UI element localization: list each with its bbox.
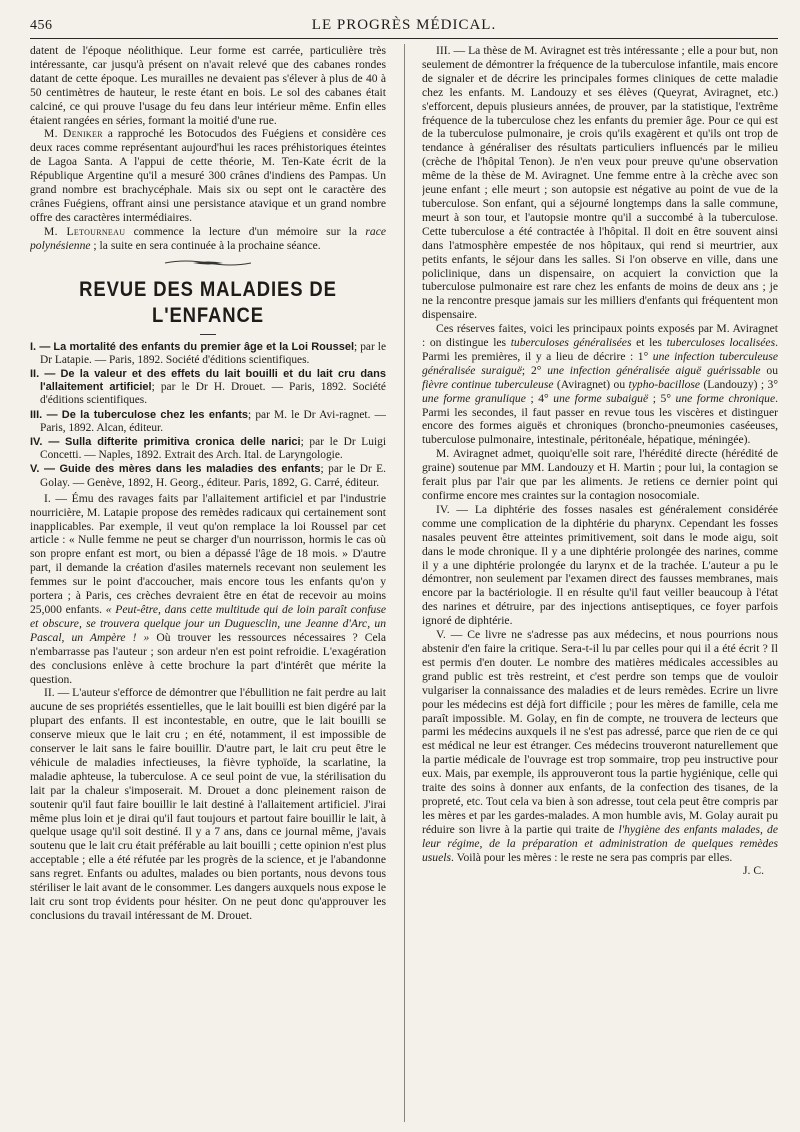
italic-text: fièvre continue tuberculeuse xyxy=(422,377,554,391)
reference-title: De la valeur et des effets du lait bouilli et du lait cru dans l'allaitement artificiel xyxy=(40,367,386,394)
page-number: 456 xyxy=(30,18,53,33)
short-rule xyxy=(200,334,216,335)
reference-title: Guide des mères dans les maladies des enfants xyxy=(59,463,321,476)
section-title: REVUE DES MALADIES DE L'ENFANCE xyxy=(79,277,337,327)
column-divider xyxy=(404,44,405,1122)
paragraph-prehistoric-huts: datent de l'époque néolithique. Leur forme est carrée, particulière très intéressante, car jusqu'à présent on n'avait relevé que des cabanes rondes datant de cette époque. Les murailles ne devaient pas s'élever à plus de 40 à 50 centimètres de hauteur, le reste étant en bois. Le sol des cabanes était calciné, ce qui prouve l'usage du feu dans leur intérieur même. Enfin elles étaient rangées en séries, formant la moitié d'une rue. xyxy=(30,44,386,127)
ornament-divider xyxy=(30,257,386,271)
reference-number: V. — xyxy=(30,463,56,476)
reference-list xyxy=(30,341,386,490)
italic-text: race polynésienne xyxy=(30,224,386,252)
reference-number: III. — xyxy=(30,408,58,421)
paragraph-text: . Parmi les secondes, il faut passer en revue tous les viscères et distinguer encore des formes aiguës et chroniques (broncho-pneumonies caséeuses, tuberculose pulmonaire, intestinale, péritonéale, hépatique, méningée). xyxy=(422,391,778,447)
paragraph-text: et les xyxy=(631,336,667,350)
italic-text: une forme granulique xyxy=(422,391,526,405)
running-header xyxy=(30,14,778,39)
author-name: M. Letourneau xyxy=(44,224,126,238)
right-column xyxy=(422,44,778,1122)
reference-details: ; par le Dr E. Golay. — Genève, 1892, H. Georg., éditeur. Paris, 1892, G. Carré, éditeur. xyxy=(40,463,386,489)
paragraph-text: Ces réserves faites, voici les principaux points exposés par M. Aviragnet : on distingue les xyxy=(422,322,778,350)
paragraph-review-v xyxy=(422,628,778,864)
italic-text: typho-bacillose xyxy=(628,377,701,391)
reference-title: De la tuberculose chez les enfants xyxy=(61,408,249,421)
paragraph-letourneau xyxy=(30,225,386,253)
paragraph-review-ii: II. — L'auteur s'efforce de démontrer que l'ébullition ne fait perdre au lait aucune de ses propriétés essentielles, que le lait bouilli est bien digéré par la plupart des enfants. Il est incontestable, en outre, que le lait bouilli se conserve mieux que le lait cru ; en été, notamment, il est impossible de conserver le lait sans le faire bouillir. D'autre part, le lait cru peut être le véhicule de maladies infectieuses, la fièvre typhoïde, la scarlatine, la maladie aphteuse, la tuberculose. A ce seul point de vue, la stérilisation du lait par la chaleur s'imposerait. M. Drouet a donc pleinement raison de soutenir qu'il faut faire bouillir le lait destiné à l'allaitement artificiel. J'irai même plus loin et je dirai qu'il faut toujours et partout faire bouillir le lait, à quelque usage qu'il soit destiné. Il y a 7 ans, dans ce journal même, j'avais soutenu que le lait cru était préférable au lait bouilli ; cette opinion n'est plus acceptable ; elle a été réfutée par les progrès de la science, et je l'abandonne sans regret. Enfants ou adultes, malades ou bien portants, nous devons tous stériliser le lait avant de le consommer. Les dangers auxquels nous expose le lait cru sont trop évidents pour hésiter. On ne peut donc qu'approuver les conclusions du travail intéressant de M. Drouet. xyxy=(30,686,386,922)
reference-details: ; par le Dr Luigi Concetti. — Naples, 1892. Extrait des Arch. Ital. de Laryngologie. xyxy=(40,435,386,462)
reference-item xyxy=(30,368,386,408)
italic-text: tuberculoses généralisées xyxy=(510,336,632,350)
reference-item xyxy=(30,463,386,489)
reference-details: ; par le Dr H. Drouet. — Paris, 1892. Société d'éditions scientifiques. xyxy=(40,381,386,407)
paragraph-text: (Aviragnet) ou xyxy=(553,377,629,391)
paragraph-text: Où trouver les ressources nécessaires ? Cela n'embarrasse pas l'auteur ; son ardeur n'en est point refroidie. L'exagération des conclusions enlève à cette brochure la part d'intérêt que mérite la question. xyxy=(30,630,386,686)
reference-number: I. — xyxy=(30,340,51,353)
paragraph-text: . Voilà pour les mères : le reste ne sera pas compris par elles. xyxy=(450,850,733,864)
paragraph-heredity: M. Aviragnet admet, quoiqu'elle soit rare, l'hérédité directe (hérédité de graine) soutenue par MM. Landouzy et H. Martin ; pour lui, la contagion se ferait plus par l'air que par les aliments. Je retiens ce dernier point qui confirme encore mes craintes sur la contagion nosocomiale. xyxy=(422,447,778,502)
page xyxy=(30,14,778,1122)
paragraph-review-iii: III. — La thèse de M. Avіragnet est très intéressante ; elle a pour but, non seulement de démontrer la fréquence de la tuberculose infantile, mais encore de signaler et de décrire les principales formes cliniques de cette maladie chez les enfants. M. Landouzy et ses élèves (Queyrat, Aviragnet, etc.) s'efforcent, depuis plusieurs années, de prouver, par la statistique, l'extrême fréquence de la tuberculose chez les enfants du premier âge. Pour ce qui est de la tuberculose pulmonaire, je crois qu'ils exagèrent et qu'ils ont trop de tendance à généraliser des résultats particuliers influencés par le milieu (crèche de l'hôpital Tenon). Je n'en veux pour preuve qu'une observation même de la thèse de M. Aviragnet. Une femme entre à la crèche avec son jeune enfant ; elle meurt ; son autopsie est négative au point de vue de la tuberculose. Son enfant, qui a séjourné longtemps dans la salle commune, meurt à son tour, et l'autopsie montre qu'il a succombé à la tuberculose. Cette tuberculose a été contractée à l'hôpital. Il doit en être souvent ainsi dans l'atmosphère empestée de nos hôpitaux, qui rend si meurtrier, aux petits enfants, le séjour dans les salles. Si l'on observe en ville, dans une policlinique, dans un dispensaire, on acquiert la conviction que la tuberculose pulmonaire est rare chez les enfants de moins de deux ans ; je ne la rencontre presque jamais sur les milliers d'enfants qui fréquentent mon dispensaire. xyxy=(422,44,778,322)
italic-text: tuberculoses localisées xyxy=(666,336,776,350)
italic-text: une forme subaiguë xyxy=(553,391,649,405)
reference-item xyxy=(30,436,386,462)
paragraph-text: . Parmi les premières, il y a lieu de décrire : 1° xyxy=(422,336,778,363)
paragraph-text: ; 5° xyxy=(648,391,676,405)
paragraph-text: (Landouzy) ; 3° xyxy=(700,377,778,391)
paragraph-deniker xyxy=(30,127,386,224)
reference-title: La mortalité des enfants du premier âge et la Loi Roussel xyxy=(53,340,355,353)
paragraph-text: I. — Ému des ravages faits par l'allaitement artificiel et par l'industrie nourricière, M. Latapie propose des remèdes radicaux qui certainement sont inapplicables. Par exemple, il veut qu'on remplace la loi Roussel par cet article : « Nulle femme ne peut se charger d'un nourrisson, hormis le cas où son propre enfant est mort, ou bien a dépassé l'âge de 18 mois. » D'autre part, il demande la création d'asiles maternels recevant non seulement les femmes sur le point d'accoucher, mais encore tous les enfants qu'on y portera ; à Paris, ces crèches devraient être en état de recevoir au moins 25,000 enfants. xyxy=(30,491,386,616)
reference-details: ; par M. le Dr Avi-ragnet. — Paris, 1892. Alcan, éditeur. xyxy=(40,408,386,434)
italic-text: une infection tuberculeuse généralisée suraiguë xyxy=(422,349,778,377)
author-name: M. Deniker xyxy=(44,127,103,141)
italic-text: une forme chronique xyxy=(675,391,776,405)
paragraph-review-iv: IV. — La diphtérie des fosses nasales est généralement considérée comme une complication de la diphtérie du pharynx. Cependant les fosses nasales peuvent être atteintes primitivement, soit dans le mode aigu, soit dans le mode chronique. Il y a une diphtérie prolongée des narines, comme il y a une diphtérie prolongée du larynx et de la trachée. L'auteur a pu le démontrer, non seulement par l'examen direct des fausses membranes, mais encore par la bactériologie. Il en résulte qu'il faut veiller beaucoup à l'état des narines et détruire, par des injections antiseptiques, ce foyer parfois ignoré de diphtérie. xyxy=(422,502,778,628)
journal-title: LE PROGRÈS MÉDICAL. xyxy=(311,17,497,33)
left-column xyxy=(30,44,386,1122)
paragraph-text: ; 2° xyxy=(521,363,548,377)
flourish-icon xyxy=(163,259,253,267)
text-columns xyxy=(30,44,778,1122)
reference-details: ; par le Dr Latapie. — Paris, 1892. Société d'éditions scientifiques. xyxy=(40,340,386,366)
paragraph-text: commence la lecture d'un mémoire sur la xyxy=(125,224,366,238)
paragraph-text: ; la suite en sera continuée à la prochaine séance. xyxy=(90,238,321,252)
reference-item xyxy=(30,341,386,367)
italic-text: l'hygiène des enfants malades, de leur régime, de la préparation et administration de quelques remèdes usuels xyxy=(422,822,778,864)
paragraph-tuberculosis-forms xyxy=(422,322,778,447)
paragraph-text: ; 4° xyxy=(525,391,554,405)
reference-item xyxy=(30,409,386,435)
paragraph-text: ou xyxy=(760,363,778,377)
paragraph-text: a rapproché les Botocudos des Fuégiens et considère ces deux races comme représentant aujourd'hui les races préhistoriques éteintes de Lagoa Santa. A l'appui de cette théorie, M. Ten-Kate écrit de la République Argentine qu'il a mesuré 300 crânes d'indiens des Pampas. Un grand nombre est brachycéphale. Mais six ou sept ont le caractère des crânes Fuégiens, offrant ainsi une persistance atavique et un grand nombre offre des caractères intermédiaires. xyxy=(30,127,386,224)
italic-text: une infection généralisée aiguë guérissable xyxy=(547,363,761,377)
reference-number: IV. — xyxy=(30,435,60,448)
signature: J. C. xyxy=(743,864,764,878)
italic-quote: « Peut-être, dans cette multitude qui de loin paraît confuse et obscure, se trouvera quelque jour un Duguesclin, une Jeanne d'Arc, un Pascal, un Ampère ! » xyxy=(30,602,386,644)
paragraph-text: V. — Ce livre ne s'adresse pas aux médecins, et nous pourrions nous abstenir d'en faire la critique. Sera-t-il lu par celles pour qui il a été écrit ? Il est permis d'en douter. Le nombre des matières médicales accessibles au grand public est très restreint, et c'est perdre son temps que de vouloir vulgariser la connaissance des maladies et de leurs remèdes. Ecrire un livre pour les médecins est déjà fort difficile ; pour les mères de famille, cela me paraît impossible. M. Golay, en fin de compte, ne trouvera de lecteurs que parmi les médecins auxquels il ne s'est pas adressé, parce que rien de ce qui est médical ne leur est étranger. Ces médecins trouveront naturellement que la partie médicale de l'ouvrage est trop sommaire, trop peu instructive pour eux. Mais, par exemple, ils approuveront tous la partie hygiénique, celle qui traite des soins à donner aux enfants, de la confection des tisanes, de la propreté, etc. Tout cela va bien à son adresse, tout cela peut être compris par les mères et par les gardes-malades. A mon humble avis, M. Golay aurait pu réduire son livre à la partie qui traite de xyxy=(422,628,778,836)
reference-number: II. — xyxy=(30,367,56,380)
reference-title: Sulla difterite primitiva cronica delle narici xyxy=(65,435,301,448)
paragraph-review-i xyxy=(30,492,386,687)
